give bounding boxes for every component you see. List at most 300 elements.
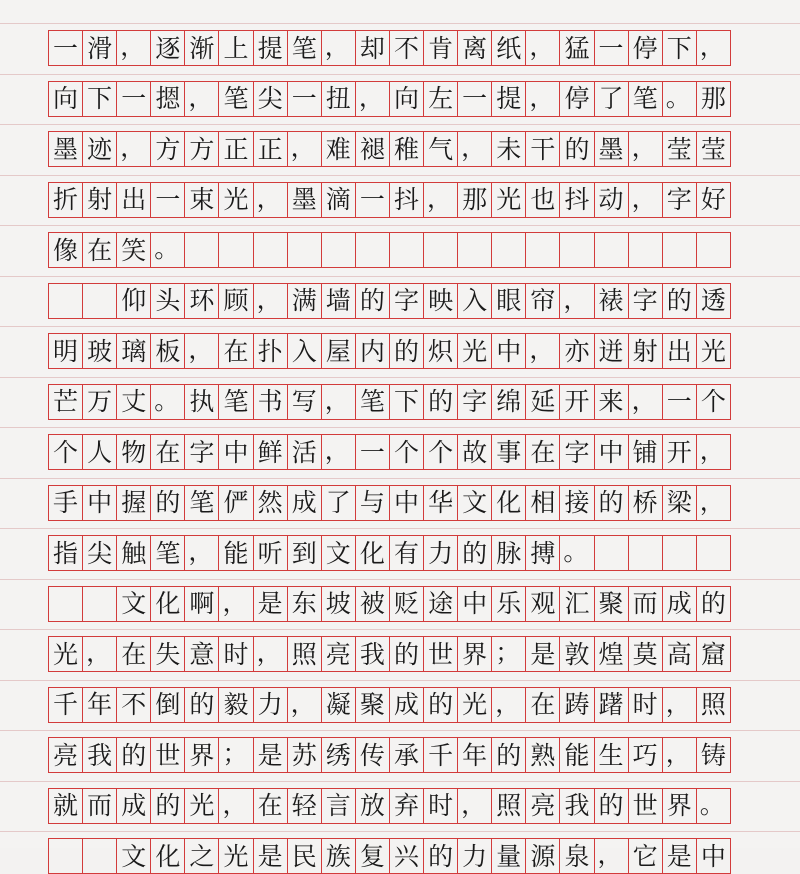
grid-cell <box>82 838 117 874</box>
grid-cell: 文 <box>116 586 151 622</box>
grid-cell: 年 <box>82 687 117 723</box>
grid-cell: 笔 <box>184 485 219 521</box>
row-separator-line <box>0 124 800 125</box>
grid-cell: 写 <box>287 384 322 420</box>
grid-cell: ， <box>287 687 322 723</box>
grid-cell: 俨 <box>218 485 253 521</box>
grid-cell: 界 <box>457 636 492 672</box>
grid-cell: 的 <box>559 131 594 167</box>
grid-cell: 是 <box>525 636 560 672</box>
grid-cell <box>491 232 526 268</box>
grid-cell: 敦 <box>559 636 594 672</box>
grid-cell: 猛 <box>559 30 594 66</box>
row-separator-line <box>0 276 800 277</box>
grid-cell: 芒 <box>48 384 83 420</box>
grid-cell: 璃 <box>116 333 151 369</box>
grid-cell <box>184 232 219 268</box>
grid-cell: 停 <box>628 30 663 66</box>
grid-cell: 失 <box>150 636 185 672</box>
grid-cell: 而 <box>82 788 117 824</box>
grid-cell: 贬 <box>389 586 424 622</box>
grid-cell: 向 <box>48 81 83 117</box>
grid-cell: 听 <box>253 535 288 571</box>
grid-cell: 的 <box>423 838 458 874</box>
grid-cell: ， <box>491 687 526 723</box>
grid-cell: 凝 <box>321 687 356 723</box>
grid-cell: 握 <box>116 485 151 521</box>
grid-cell: 踌 <box>559 687 594 723</box>
grid-cell: 在 <box>218 333 253 369</box>
grid-cell: 啊 <box>184 586 219 622</box>
grid-cell: 笑 <box>116 232 151 268</box>
grid-cell: 出 <box>662 333 697 369</box>
grid-cell: 生 <box>594 737 629 773</box>
grid-cell: 被 <box>355 586 390 622</box>
grid-cell: 复 <box>355 838 390 874</box>
grid-cell: 能 <box>218 535 253 571</box>
grid-cell: ， <box>218 788 253 824</box>
grid-cell <box>287 232 322 268</box>
grid-cell: 仰 <box>116 283 151 319</box>
grid-cell: 射 <box>82 182 117 218</box>
grid-cell: 弃 <box>389 788 424 824</box>
grid-cell: 中 <box>218 434 253 470</box>
grid-cell: 头 <box>150 283 185 319</box>
grid-cell: 字 <box>628 283 663 319</box>
grid-row <box>48 434 750 470</box>
grid-cell: 气 <box>423 131 458 167</box>
grid-row <box>48 535 750 571</box>
grid-cell: 一 <box>594 30 629 66</box>
grid-cell <box>559 232 594 268</box>
row-separator-line <box>0 680 800 681</box>
grid-cell: ， <box>184 333 219 369</box>
grid-cell: 梁 <box>662 485 697 521</box>
grid-cell: ， <box>116 30 151 66</box>
grid-cell: 的 <box>355 283 390 319</box>
grid-cell: 尖 <box>253 81 288 117</box>
grid-cell: 的 <box>184 687 219 723</box>
grid-cell: 人 <box>82 434 117 470</box>
grid-cell <box>525 232 560 268</box>
grid-cell: 的 <box>423 687 458 723</box>
grid-cell: 逐 <box>150 30 185 66</box>
grid-cell: 的 <box>116 737 151 773</box>
row-separator-line <box>0 23 800 24</box>
row-separator-line <box>0 781 800 782</box>
grid-cell: 世 <box>150 737 185 773</box>
grid-cell: 眼 <box>491 283 526 319</box>
grid-cell: 族 <box>321 838 356 874</box>
grid-cell: 成 <box>287 485 322 521</box>
grid-cell: 而 <box>628 586 663 622</box>
grid-cell: 承 <box>389 737 424 773</box>
grid-cell: 中 <box>594 434 629 470</box>
grid-cell: 化 <box>150 838 185 874</box>
grid-cell: 照 <box>287 636 322 672</box>
grid-cell: 世 <box>423 636 458 672</box>
grid-cell: ， <box>423 182 458 218</box>
grid-cell: 时 <box>218 636 253 672</box>
grid-cell: 一 <box>355 434 390 470</box>
grid-cell: 力 <box>423 535 458 571</box>
grid-cell: 的 <box>389 333 424 369</box>
grid-cell: 聚 <box>594 586 629 622</box>
grid-cell: ， <box>662 737 697 773</box>
grid-cell: 迸 <box>594 333 629 369</box>
grid-cell: 明 <box>48 333 83 369</box>
grid-cell: 中 <box>389 485 424 521</box>
grid-cell: 。 <box>150 384 185 420</box>
grid-cell <box>594 232 629 268</box>
grid-cell: 鲜 <box>253 434 288 470</box>
grid-cell: 坡 <box>321 586 356 622</box>
grid-cell: 上 <box>218 30 253 66</box>
grid-cell: 干 <box>525 131 560 167</box>
grid-cell: 光 <box>457 687 492 723</box>
grid-cell: ； <box>218 737 253 773</box>
grid-cell: 时 <box>628 687 663 723</box>
grid-cell: 光 <box>218 838 253 874</box>
grid-cell: 笔 <box>628 81 663 117</box>
grid-cell: 环 <box>184 283 219 319</box>
grid-cell <box>594 535 629 571</box>
row-separator-line <box>0 175 800 176</box>
grid-cell: 。 <box>559 535 594 571</box>
grid-cell: 方 <box>150 131 185 167</box>
grid-cell: 尖 <box>82 535 117 571</box>
grid-cell: ， <box>628 131 663 167</box>
row-separator-line <box>0 579 800 580</box>
grid-row <box>48 30 750 66</box>
grid-cell: 我 <box>82 737 117 773</box>
grid-cell: 观 <box>525 586 560 622</box>
grid-cell: 入 <box>457 283 492 319</box>
grid-cell: 射 <box>628 333 663 369</box>
grid-cell: ， <box>457 788 492 824</box>
grid-cell: 迹 <box>82 131 117 167</box>
grid-cell <box>662 535 697 571</box>
grid-cell: 巧 <box>628 737 663 773</box>
grid-cell: ， <box>696 434 731 470</box>
grid-cell <box>662 232 697 268</box>
grid-cell: 物 <box>116 434 151 470</box>
row-separator-line <box>0 326 800 327</box>
grid-cell: 透 <box>696 283 731 319</box>
grid-cell: 中 <box>491 333 526 369</box>
grid-cell: 成 <box>116 788 151 824</box>
grid-cell: 接 <box>559 485 594 521</box>
grid-cell: 下 <box>82 81 117 117</box>
grid-cell: 的 <box>150 485 185 521</box>
grid-cell: 提 <box>491 81 526 117</box>
grid-cell: 字 <box>457 384 492 420</box>
grid-cell: 在 <box>150 434 185 470</box>
grid-cell: 那 <box>457 182 492 218</box>
grid-cell <box>48 838 83 874</box>
grid-cell <box>48 283 83 319</box>
grid-cell <box>82 283 117 319</box>
grid-cell: 那 <box>696 81 731 117</box>
grid-cell: 一 <box>48 30 83 66</box>
grid-cell: 。 <box>696 788 731 824</box>
grid-cell: ， <box>525 333 560 369</box>
grid-cell: 一 <box>355 182 390 218</box>
grid-cell: ， <box>696 485 731 521</box>
grid-cell: 铸 <box>696 737 731 773</box>
grid-cell: 动 <box>594 182 629 218</box>
grid-cell: 乐 <box>491 586 526 622</box>
grid-cell: 褪 <box>355 131 390 167</box>
grid-row <box>48 838 750 874</box>
grid-cell: 泉 <box>559 838 594 874</box>
row-separator-line <box>0 629 800 630</box>
grid-cell: 化 <box>355 535 390 571</box>
grid-cell: 不 <box>389 30 424 66</box>
row-separator-line <box>0 427 800 428</box>
grid-cell: 摁 <box>150 81 185 117</box>
grid-cell: 下 <box>389 384 424 420</box>
grid-cell: 到 <box>287 535 322 571</box>
grid-cell: 高 <box>662 636 697 672</box>
grid-cell: 稚 <box>389 131 424 167</box>
grid-cell: 方 <box>184 131 219 167</box>
grid-row <box>48 333 750 369</box>
grid-cell: 折 <box>48 182 83 218</box>
grid-cell: 正 <box>253 131 288 167</box>
grid-cell: 一 <box>150 182 185 218</box>
grid-cell: 内 <box>355 333 390 369</box>
grid-cell: 文 <box>321 535 356 571</box>
grid-cell: ， <box>253 182 288 218</box>
grid-cell: 字 <box>559 434 594 470</box>
grid-cell: 亮 <box>525 788 560 824</box>
grid-cell: ， <box>321 30 356 66</box>
grid-cell: 一 <box>287 81 322 117</box>
grid-cell: 是 <box>253 838 288 874</box>
grid-cell: 滑 <box>82 30 117 66</box>
grid-cell: 出 <box>116 182 151 218</box>
grid-cell: ， <box>82 636 117 672</box>
grid-cell: 的 <box>423 384 458 420</box>
grid-cell: 时 <box>423 788 458 824</box>
grid-cell: 是 <box>253 737 288 773</box>
grid-cell: 亮 <box>48 737 83 773</box>
grid-cell: 抖 <box>389 182 424 218</box>
grid-cell: ， <box>218 586 253 622</box>
grid-cell: 触 <box>116 535 151 571</box>
grid-cell: 了 <box>321 485 356 521</box>
grid-cell: 它 <box>628 838 663 874</box>
grid-cell: 的 <box>594 485 629 521</box>
row-separator-line <box>0 831 800 832</box>
grid-cell: 丈 <box>116 384 151 420</box>
grid-cell: ； <box>491 636 526 672</box>
grid-cell: 在 <box>525 687 560 723</box>
grid-cell: 窟 <box>696 636 731 672</box>
grid-cell: ， <box>253 636 288 672</box>
grid-cell: 渐 <box>184 30 219 66</box>
grid-cell: 煌 <box>594 636 629 672</box>
grid-cell <box>628 535 663 571</box>
grid-cell: 炽 <box>423 333 458 369</box>
grid-cell: 肯 <box>423 30 458 66</box>
grid-cell: 中 <box>82 485 117 521</box>
grid-cell <box>423 232 458 268</box>
grid-cell: 停 <box>559 81 594 117</box>
grid-cell: 墙 <box>321 283 356 319</box>
grid-cell: 中 <box>696 838 731 874</box>
grid-cell: 个 <box>48 434 83 470</box>
grid-cell: 笔 <box>150 535 185 571</box>
grid-cell: 帘 <box>525 283 560 319</box>
grid-cell: 墨 <box>48 131 83 167</box>
grid-cell: 文 <box>116 838 151 874</box>
grid-cell: 之 <box>184 838 219 874</box>
grid-cell: 个 <box>423 434 458 470</box>
grid-cell: ， <box>525 30 560 66</box>
grid-cell: 墨 <box>287 182 322 218</box>
grid-cell: 不 <box>116 687 151 723</box>
grid-cell: 力 <box>457 838 492 874</box>
grid-cell <box>355 232 390 268</box>
grid-cell: 有 <box>389 535 424 571</box>
grid-cell: 光 <box>218 182 253 218</box>
grid-cell: 界 <box>184 737 219 773</box>
grid-cell: 光 <box>696 333 731 369</box>
grid-cell: 光 <box>491 182 526 218</box>
grid-row <box>48 687 750 723</box>
grid-cell: 玻 <box>82 333 117 369</box>
grid-row <box>48 788 750 824</box>
grid-cell: 铺 <box>628 434 663 470</box>
grid-cell: 亮 <box>321 636 356 672</box>
grid-cell <box>628 232 663 268</box>
grid-cell: ， <box>525 81 560 117</box>
grid-cell: 传 <box>355 737 390 773</box>
grid-cell: ， <box>184 535 219 571</box>
grid-cell: 汇 <box>559 586 594 622</box>
grid-cell: 然 <box>253 485 288 521</box>
grid-row <box>48 131 750 167</box>
grid-cell: 扭 <box>321 81 356 117</box>
row-separator-line <box>0 730 800 731</box>
grid-cell <box>48 586 83 622</box>
grid-cell: ， <box>253 283 288 319</box>
grid-cell: 世 <box>628 788 663 824</box>
grid-cell: 化 <box>150 586 185 622</box>
grid-cell <box>389 232 424 268</box>
grid-row <box>48 283 750 319</box>
row-separator-line <box>0 225 800 226</box>
grid-cell: 的 <box>491 737 526 773</box>
grid-cell <box>696 535 731 571</box>
grid-cell: 一 <box>662 384 697 420</box>
grid-cell: 东 <box>287 586 322 622</box>
grid-cell: 顾 <box>218 283 253 319</box>
grid-cell: 相 <box>525 485 560 521</box>
grid-cell: 莹 <box>696 131 731 167</box>
grid-cell: 难 <box>321 131 356 167</box>
grid-row <box>48 232 750 268</box>
grid-row <box>48 81 750 117</box>
grid-cell: 聚 <box>355 687 390 723</box>
grid-cell: 的 <box>389 636 424 672</box>
grid-cell: 提 <box>253 30 288 66</box>
grid-cell: 文 <box>457 485 492 521</box>
grid-cell: 屋 <box>321 333 356 369</box>
grid-cell: 向 <box>389 81 424 117</box>
grid-cell: 未 <box>491 131 526 167</box>
grid-cell: 个 <box>696 384 731 420</box>
grid-cell: 在 <box>116 636 151 672</box>
grid-cell: 倒 <box>150 687 185 723</box>
grid-cell: 满 <box>287 283 322 319</box>
grid-cell: 熟 <box>525 737 560 773</box>
grid-cell: 中 <box>457 586 492 622</box>
row-separator-line <box>0 74 800 75</box>
grid-cell: 笔 <box>355 384 390 420</box>
grid-cell: 的 <box>594 788 629 824</box>
grid-cell <box>253 232 288 268</box>
grid-cell: 。 <box>150 232 185 268</box>
grid-cell: 好 <box>696 182 731 218</box>
grid-cell: 故 <box>457 434 492 470</box>
grid-cell: 途 <box>423 586 458 622</box>
grid-cell: ， <box>696 30 731 66</box>
grid-cell: 兴 <box>389 838 424 874</box>
grid-cell: 力 <box>253 687 288 723</box>
grid-cell: 毅 <box>218 687 253 723</box>
grid-cell: 绣 <box>321 737 356 773</box>
grid-cell: 左 <box>423 81 458 117</box>
grid-cell: 千 <box>48 687 83 723</box>
grid-cell: 成 <box>662 586 697 622</box>
grid-cell: 光 <box>184 788 219 824</box>
grid-cell: ， <box>321 384 356 420</box>
grid-cell: 在 <box>82 232 117 268</box>
grid-cell: 字 <box>389 283 424 319</box>
grid-cell: 字 <box>184 434 219 470</box>
grid-cell: 的 <box>150 788 185 824</box>
grid-row <box>48 636 750 672</box>
grid-cell: 束 <box>184 182 219 218</box>
grid-cell <box>457 232 492 268</box>
grid-cell: 的 <box>696 586 731 622</box>
grid-cell: 民 <box>287 838 322 874</box>
grid-cell: 量 <box>491 838 526 874</box>
grid-cell: 桥 <box>628 485 663 521</box>
grid-cell <box>321 232 356 268</box>
grid-cell: ， <box>321 434 356 470</box>
grid-cell: 开 <box>559 384 594 420</box>
grid-cell: 活 <box>287 434 322 470</box>
grid-cell: 手 <box>48 485 83 521</box>
grid-cell: 成 <box>389 687 424 723</box>
grid-cell: ， <box>457 131 492 167</box>
grid-cell <box>218 232 253 268</box>
grid-cell: 华 <box>423 485 458 521</box>
grid-row <box>48 485 750 521</box>
grid-cell: 莫 <box>628 636 663 672</box>
grid-cell: 化 <box>491 485 526 521</box>
grid-cell: 个 <box>389 434 424 470</box>
grid-cell: 滴 <box>321 182 356 218</box>
grid-cell: 了 <box>594 81 629 117</box>
grid-cell: 裱 <box>594 283 629 319</box>
grid-cell: 就 <box>48 788 83 824</box>
grid-cell: 笔 <box>218 384 253 420</box>
